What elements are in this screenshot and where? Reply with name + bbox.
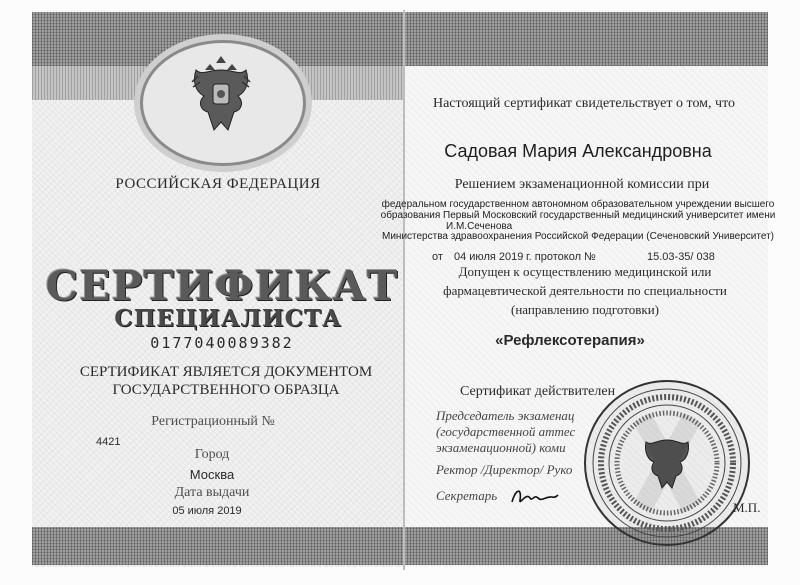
- admission-line-1: Допущен к осуществлению медицинской или: [458, 264, 712, 279]
- certificate-title: СЕРТИФИКАТ: [45, 262, 399, 310]
- coat-of-arms-icon: [188, 52, 254, 140]
- institution-line-2: образования Первый Московский государственный медицинский университет имени: [380, 210, 776, 221]
- center-fold: [403, 10, 405, 570]
- protocol-label: г. протокол №: [526, 251, 596, 263]
- rector-signature-line: Ректор /Директор/ Руко: [436, 462, 573, 477]
- protocol-number: 15.03-35/ 038: [647, 251, 715, 263]
- admission-line-3: (направлению подготовки): [511, 302, 659, 317]
- issue-date-label: Дата выдачи: [174, 485, 250, 500]
- document-status-line-1: СЕРТИФИКАТ ЯВЛЯЕТСЯ ДОКУМЕНТОМ: [79, 364, 373, 380]
- official-seal-icon: [582, 378, 752, 548]
- chairman-signature-line-1: Председатель экзаменац: [436, 408, 575, 423]
- from-label: от: [432, 251, 443, 263]
- specialty: «Рефлексотерапия»: [495, 332, 645, 349]
- admission-line-2: фармацевтической деятельности по специальности: [443, 283, 727, 298]
- secretary-signature-line: Секретарь: [436, 488, 498, 503]
- registration-number: 4421: [96, 436, 121, 448]
- country-name: РОССИЙСКАЯ ФЕДЕРАЦИЯ: [115, 176, 321, 192]
- intro-text: Настоящий сертификат свидетельствует о том, что: [432, 96, 736, 111]
- exam-date: 04 июля 2019: [454, 251, 524, 263]
- document-status-line-2: ГОСУДАРСТВЕННОГО ОБРАЗЦА: [112, 382, 340, 398]
- registration-label: Регистрационный №: [151, 414, 275, 429]
- institution-line-3: И.М.Сеченова: [446, 221, 513, 232]
- commission-decision: Решением экзаменационной комиссии при: [454, 177, 710, 192]
- validity-text: Сертификат действителен: [460, 384, 616, 399]
- city-value: Москва: [189, 467, 235, 482]
- top-decorative-band: [32, 12, 768, 66]
- chairman-signature-line-2: (государственной аттес: [436, 424, 576, 439]
- certificate-subtitle: СПЕЦИАЛИСТА: [114, 305, 342, 332]
- handwritten-signature-icon: [508, 484, 560, 510]
- serial-number: 0177040089382: [150, 334, 294, 352]
- city-label: Город: [194, 447, 230, 462]
- institution-line-1: федеральном государственном автономном образовательном учреждении высшего: [381, 199, 775, 210]
- holder-name: Садовая Мария Александровна: [444, 141, 712, 161]
- issue-date-value: 05 июля 2019: [172, 505, 242, 517]
- seal-place-label: М.П.: [733, 500, 761, 515]
- institution-line-4: Министерства здравоохранения Российской Федерации (Сеченовский Университет): [382, 231, 774, 242]
- chairman-signature-line-3: экзаменационной) коми: [436, 440, 566, 455]
